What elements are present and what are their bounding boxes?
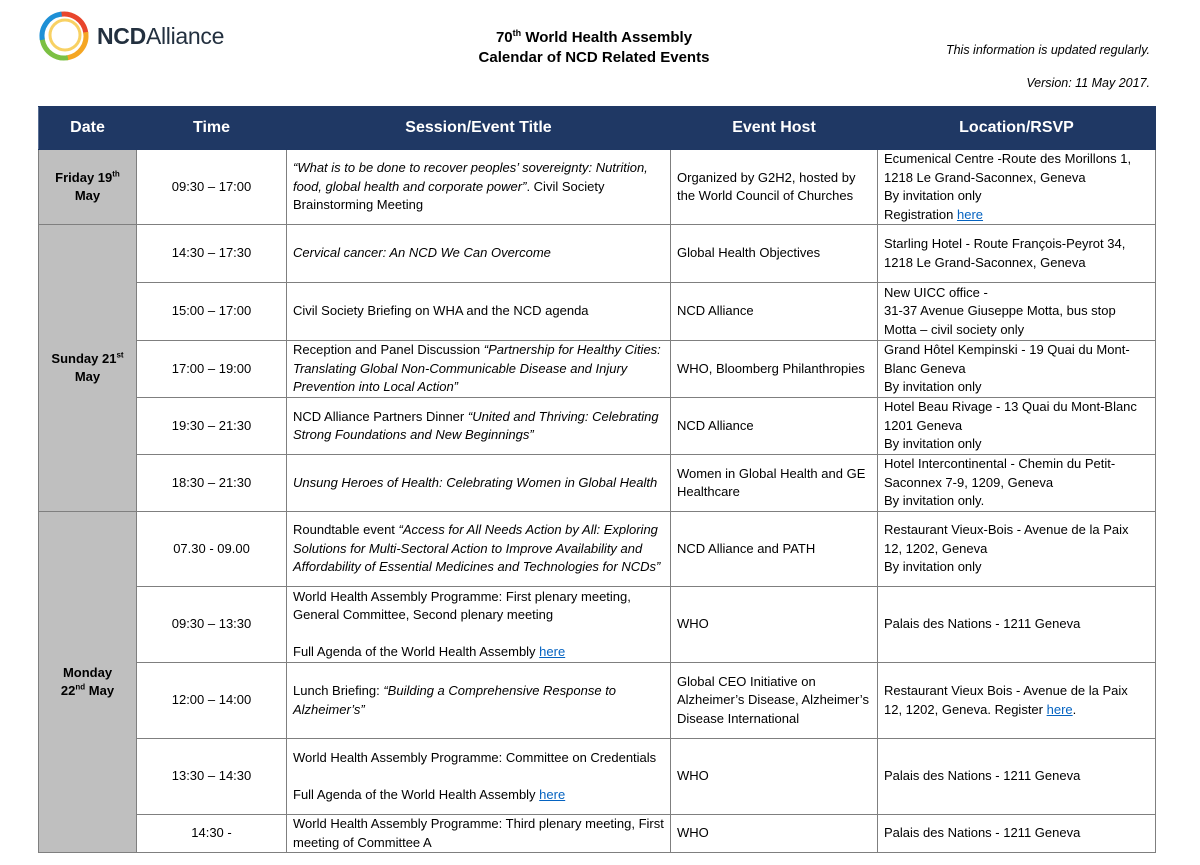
- host-cell: Global CEO Initiative on Alzheimer’s Disease, Alzheimer’s Disease International: [671, 663, 878, 739]
- host-cell: NCD Alliance and PATH: [671, 512, 878, 587]
- location-cell: Palais des Nations - 1211 Geneva: [878, 815, 1156, 853]
- title-cell: “What is to be done to recover peoples’ sovereignty: Nutrition, food, global health and corporate power”. Civil Society Brainstorming Meeting: [287, 150, 671, 225]
- location-cell: Restaurant Vieux Bois - Avenue de la Paix 12, 1202, Geneva. Register here.: [878, 663, 1156, 739]
- document-title: [394, 28, 794, 68]
- host-cell: WHO: [671, 815, 878, 853]
- table-row: [39, 587, 1156, 663]
- table-header-row: [39, 107, 1156, 150]
- time-cell: 19:30 – 21:30: [137, 398, 287, 455]
- title-line-1: 70th World Health Assembly: [495, 28, 693, 46]
- host-cell: Organized by G2H2, hosted by the World Council of Churches: [671, 150, 878, 225]
- ncd-alliance-logo: [37, 8, 237, 64]
- location-cell: New UICC office - 31-37 Avenue Giuseppe Motta, bus stop Motta – civil society only: [878, 283, 1156, 341]
- location-cell: Hotel Intercontinental - Chemin du Petit-Saconnex 7-9, 1209, Geneva By invitation only.: [878, 455, 1156, 512]
- time-cell: 14:30 – 17:30: [137, 225, 287, 283]
- date-cell-friday: Friday 19th May: [39, 150, 137, 225]
- location-cell: Hotel Beau Rivage - 13 Quai du Mont-Blanc 1201 Geneva By invitation only: [878, 398, 1156, 455]
- title-cell: Roundtable event “Access for All Needs Action by All: Exploring Solutions for Multi-Sectoral Action to Improve Availability and Affordability of Essential Medicines and Technologies for NCDs”: [287, 512, 671, 587]
- col-header-title: Session/Event Title: [287, 107, 671, 150]
- table-row: [39, 455, 1156, 512]
- registration-link[interactable]: here: [956, 206, 984, 222]
- host-cell: WHO, Bloomberg Philanthropies: [671, 341, 878, 398]
- table-row: [39, 663, 1156, 739]
- update-note: This information is updated regularly.: [945, 43, 1150, 57]
- header-notes: [946, 34, 1150, 100]
- host-cell: WHO: [671, 739, 878, 815]
- time-cell: 18:30 – 21:30: [137, 455, 287, 512]
- title-line-2: Calendar of NCD Related Events: [478, 49, 710, 66]
- title-cell: World Health Assembly Programme: Committee on Credentials Full Agenda of the World Health Assembly here: [287, 739, 671, 815]
- host-cell: NCD Alliance: [671, 398, 878, 455]
- table-row: [39, 739, 1156, 815]
- title-cell: Lunch Briefing: “Building a Comprehensive Response to Alzheimer’s”: [287, 663, 671, 739]
- title-cell: Unsung Heroes of Health: Celebrating Women in Global Health: [287, 455, 671, 512]
- host-cell: WHO: [671, 587, 878, 663]
- events-table: [38, 106, 1156, 853]
- col-header-time: Time: [137, 107, 287, 150]
- col-header-host: Event Host: [671, 107, 878, 150]
- location-cell: Starling Hotel - Route François-Peyrot 34, 1218 Le Grand-Saconnex, Geneva: [878, 225, 1156, 283]
- time-cell: 07.30 - 09.00: [137, 512, 287, 587]
- location-cell: Palais des Nations - 1211 Geneva: [878, 739, 1156, 815]
- time-cell: 15:00 – 17:00: [137, 283, 287, 341]
- table-row: [39, 398, 1156, 455]
- table-row: [39, 150, 1156, 225]
- col-header-location: Location/RSVP: [878, 107, 1156, 150]
- location-cell: Restaurant Vieux-Bois - Avenue de la Paix 12, 1202, Geneva By invitation only: [878, 512, 1156, 587]
- time-cell: 17:00 – 19:00: [137, 341, 287, 398]
- version-note: Version: 11 May 2017.: [1026, 76, 1150, 90]
- location-cell: Grand Hôtel Kempinski - 19 Quai du Mont-Blanc Geneva By invitation only: [878, 341, 1156, 398]
- table-row: [39, 283, 1156, 341]
- table-row: [39, 815, 1156, 853]
- agenda-link[interactable]: here: [539, 643, 566, 659]
- col-header-date: Date: [39, 107, 137, 150]
- table-row: [39, 341, 1156, 398]
- host-cell: NCD Alliance: [671, 283, 878, 341]
- agenda-link[interactable]: here: [539, 786, 566, 802]
- title-cell: World Health Assembly Programme: Third plenary meeting, First meeting of Committee A: [287, 815, 671, 853]
- location-cell: Ecumenical Centre -Route des Morillons 1, 1218 Le Grand-Saconnex, Geneva By invitation only Registration here: [878, 150, 1156, 225]
- table-row: [39, 225, 1156, 283]
- date-cell-monday: Monday 22nd May: [39, 512, 137, 853]
- date-cell-sunday: Sunday 21st May: [39, 225, 137, 512]
- time-cell: 12:00 – 14:00: [137, 663, 287, 739]
- host-cell: Women in Global Health and GE Healthcare: [671, 455, 878, 512]
- time-cell: 09:30 – 13:30: [137, 587, 287, 663]
- logo-text: NCDAlliance: [97, 22, 225, 49]
- title-cell: World Health Assembly Programme: First plenary meeting, General Committee, Second plenary meeting Full Agenda of the World Health Assembly here: [287, 587, 671, 663]
- time-cell: 14:30 -: [137, 815, 287, 853]
- table-row: [39, 512, 1156, 587]
- register-link[interactable]: here: [1046, 701, 1073, 717]
- time-cell: 09:30 – 17:00: [137, 150, 287, 225]
- title-cell: Reception and Panel Discussion “Partnership for Healthy Cities: Translating Global Non-Communicable Disease and Injury Prevention into Local Action”: [287, 341, 671, 398]
- ncd-alliance-ring-icon: [37, 9, 91, 63]
- location-cell: Palais des Nations - 1211 Geneva: [878, 587, 1156, 663]
- host-cell: Global Health Objectives: [671, 225, 878, 283]
- title-cell: NCD Alliance Partners Dinner “United and Thriving: Celebrating Strong Foundations and New Beginnings”: [287, 398, 671, 455]
- title-cell: Civil Society Briefing on WHA and the NCD agenda: [287, 283, 671, 341]
- time-cell: 13:30 – 14:30: [137, 739, 287, 815]
- title-cell: Cervical cancer: An NCD We Can Overcome: [287, 225, 671, 283]
